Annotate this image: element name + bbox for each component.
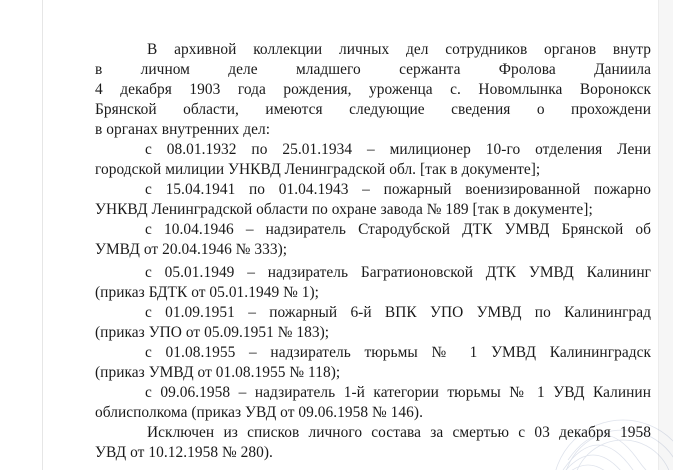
service-entry-4-line-2: (приказ БДТК от 05.01.1949 № 1); [95,284,319,301]
service-entry-6-line-1: с 01.08.1955 – надзиратель тюрьмы № 1 УМВД Калининградск [145,344,651,361]
scan-edge-line [42,0,43,470]
service-entry-2-line-2: УНКВД Ленинградской области по охране завода № 189 [так в документе]; [95,201,593,218]
paragraph-intro-line-3: 4 декабря 1903 года рождения, уроженца с. Новомлынка Воронокск [95,81,651,98]
paragraph-intro-line-4: Брянской области, имеются следующие сведения о прохождени [95,101,651,118]
service-entry-6-line-2: (приказ УМВД от 01.08.1955 № 118); [95,364,341,381]
service-entry-3-line-2: УМВД от 20.04.1946 № 333); [95,241,288,258]
service-entry-4-line-1: с 05.01.1949 – надзиратель Багратионовской ДТК УМВД Калининг [145,264,651,281]
exclusion-line-2: УВД от 10.12.1958 № 280). [95,444,273,461]
paragraph-intro-line-2: в личном деле младшего сержанта Фролова Даниила [95,61,651,78]
exclusion-line-1: Исключен из списков личного состава за смертью с 03 декабря 1958 [147,424,651,441]
service-entry-5-line-1: с 01.09.1951 – пожарный 6-й ВПК УПО УМВД по Калининград [145,304,651,321]
paragraph-intro-line-1: В архивной коллекции личных дел сотрудников органов внутр [147,41,651,58]
paragraph-intro-line-5: в органах внутренних дел: [95,121,271,138]
service-entry-5-line-2: (приказ УПО от 05.09.1951 № 183); [95,324,330,341]
service-entry-1-line-2: городской милиции УНКВД Ленинградской обл. [так в документе]; [95,161,541,178]
service-entry-7-line-1: с 09.06.1958 – надзиратель 1-й категории тюрьмы № 1 УВД Калинин [145,384,651,401]
service-entry-3-line-1: с 10.04.1946 – надзиратель Стародубской ДТК УМВД Брянской об [145,221,651,238]
service-entry-2-line-1: с 15.04.1941 по 01.04.1943 – пожарный военизированной пожарно [145,181,651,198]
service-entry-1-line-1: с 08.01.1932 по 25.01.1934 – милиционер 10-го отделения Лени [145,141,651,158]
service-entry-7-line-2: облисполкома (приказ УВД от 09.06.1958 № 146). [95,404,423,421]
